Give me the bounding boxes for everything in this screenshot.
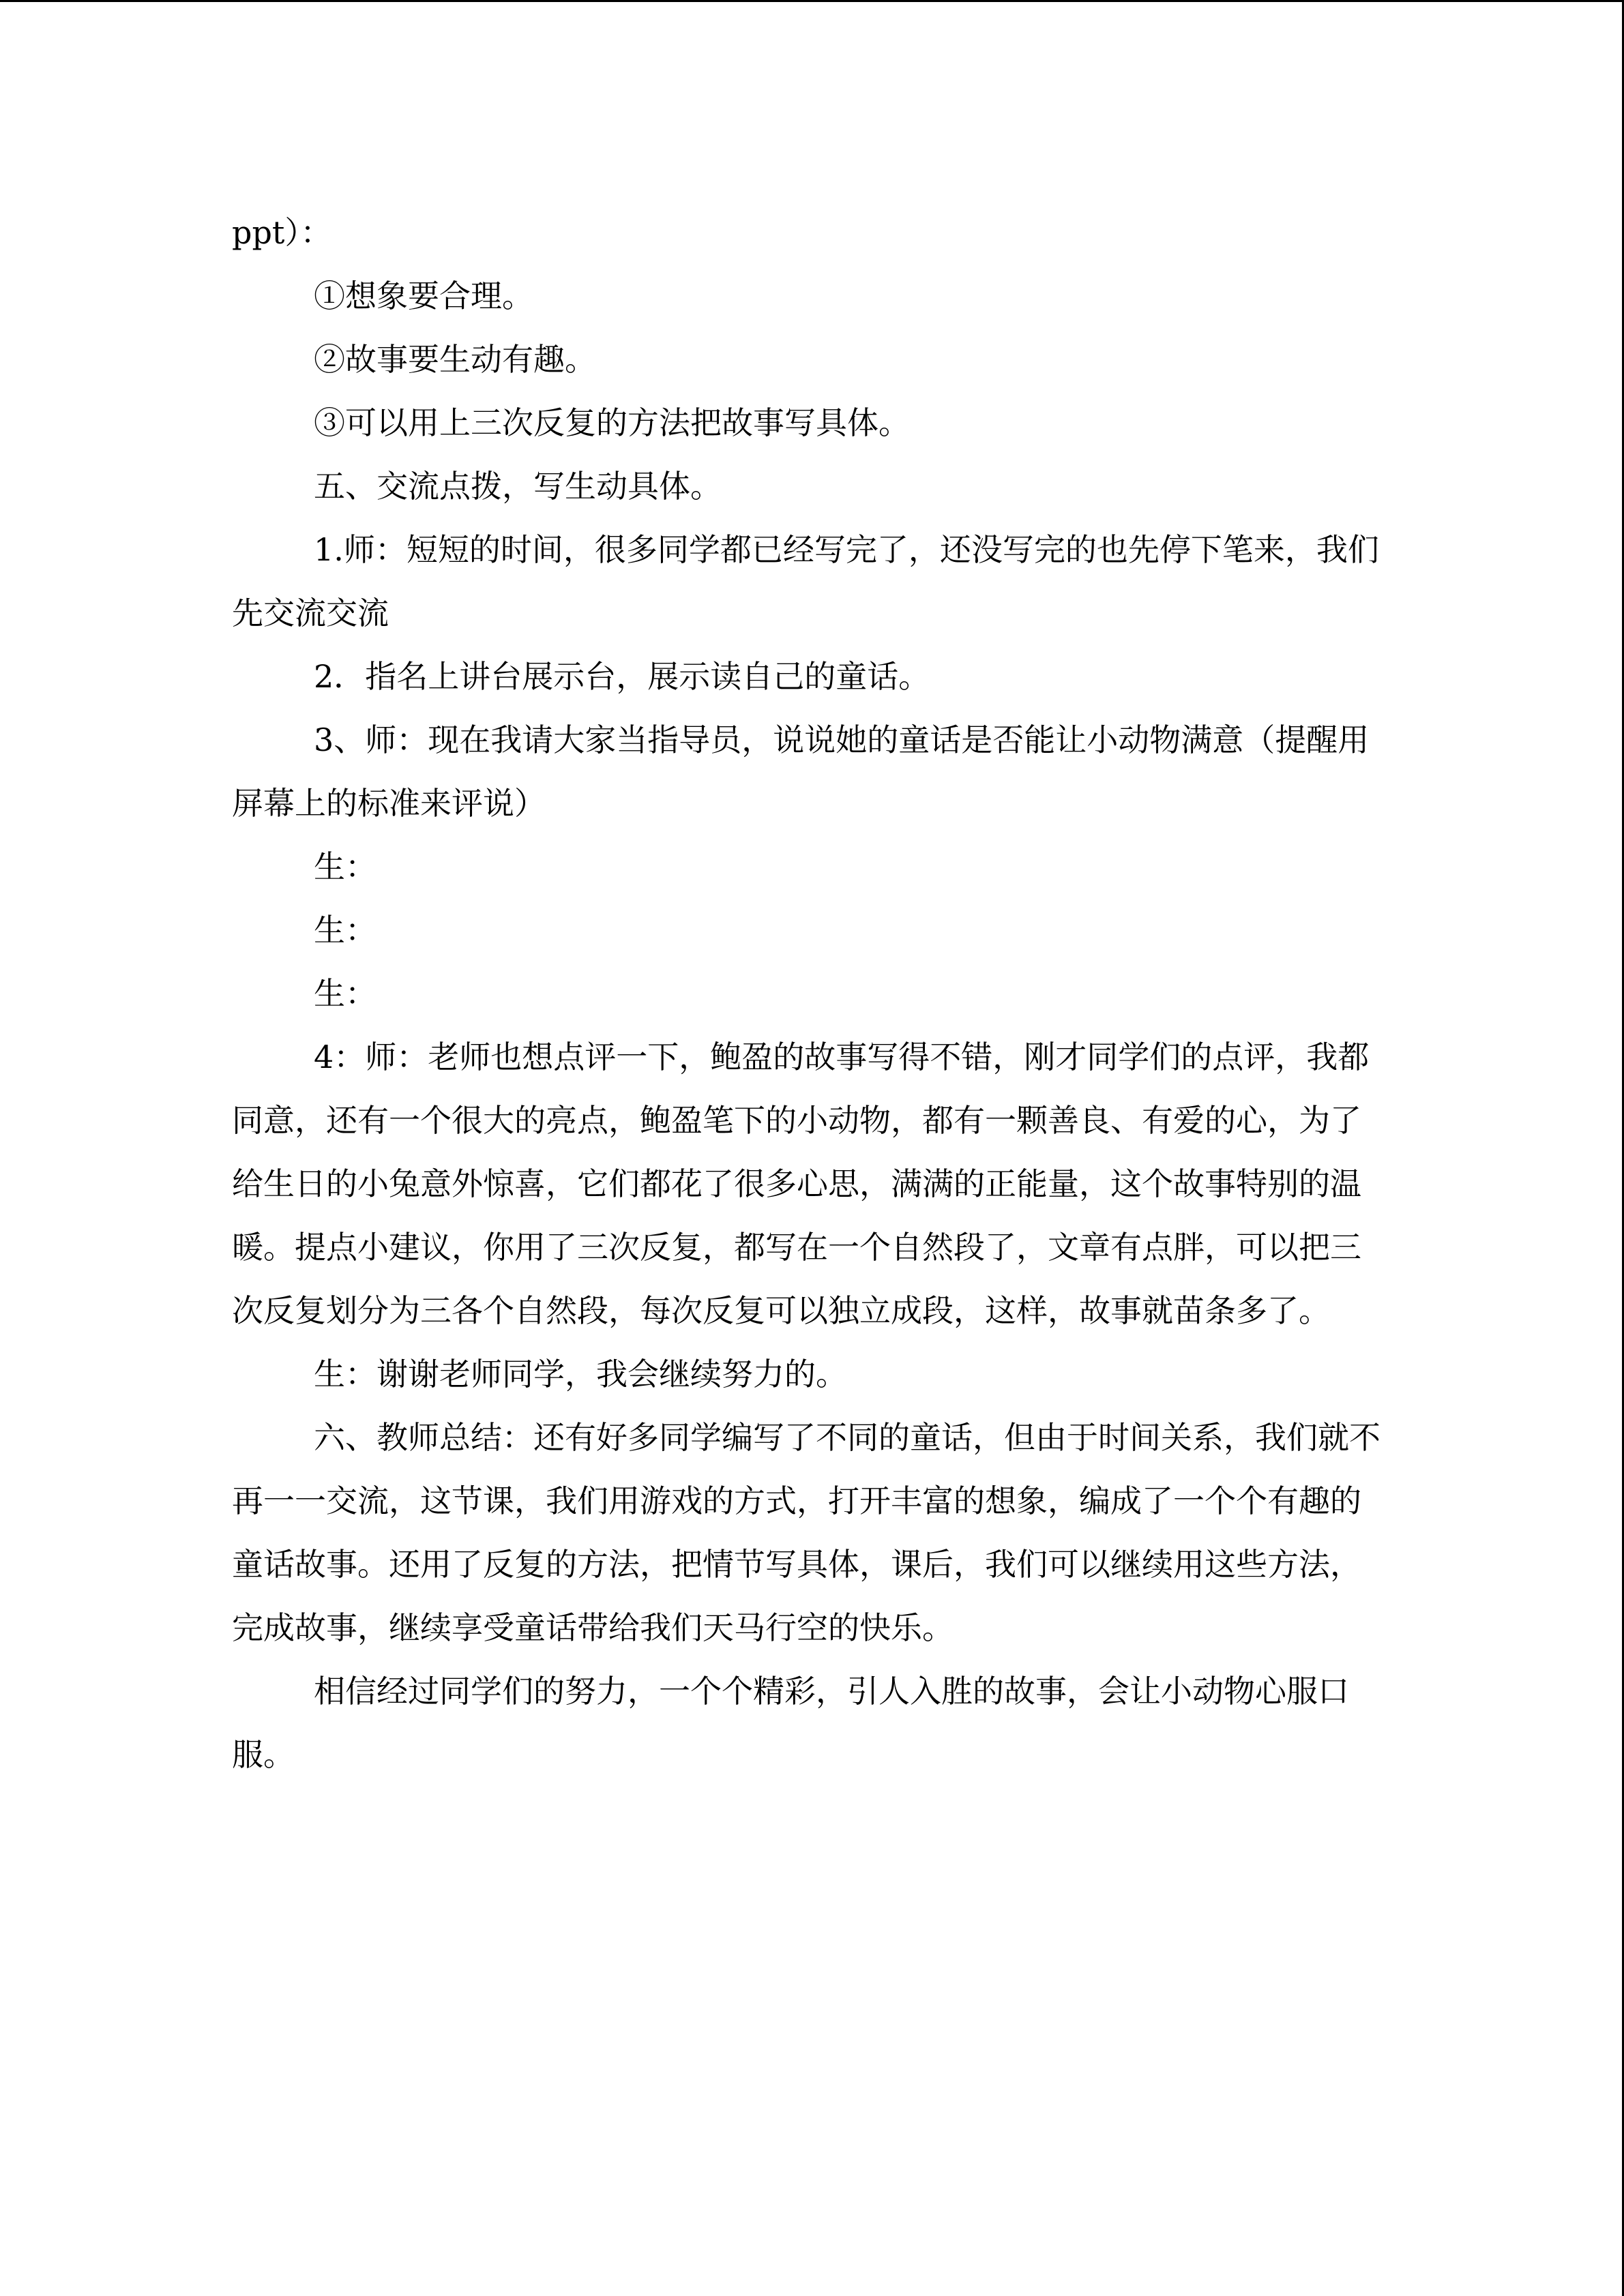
- paragraph-student-reply: 生：谢谢老师同学，我会继续努力的。: [314, 1356, 847, 1392]
- paragraph-ppt-intro: ppt）：: [232, 214, 332, 251]
- paragraph-student-1: 生：: [314, 848, 377, 885]
- paragraph-step-4: 4：师：老师也想点评一下，鲍盈的故事写得不错，刚才同学们的点评，我都同意，还有一个很大的亮点，鲍盈笔下的小动物，都有一颗善良、有爱的心，为了给生日的小兔意外惊喜，它们都花了很多心思，满满的正能量，这个故事特别的温暖。提点小建议，你用了三次反复，都写在一个自然段了，文章有点胖，可以把三次反复划分为三各个自然段，每次反复可以独立成段，这样，故事就苗条多了。: [232, 1039, 1370, 1329]
- section-heading-5: 五、交流点拨，写生动具体。: [314, 468, 722, 505]
- paragraph-student-3: 生：: [314, 975, 377, 1012]
- page-top-border: [0, 0, 1624, 2]
- paragraph-criterion-3: ③可以用上三次反复的方法把故事写具体。: [314, 404, 910, 441]
- paragraph-step-3: 3、师：现在我请大家当指导员，说说她的童话是否能让小动物满意（提醒用屏幕上的标准来评说）: [232, 721, 1370, 822]
- paragraph-closing: 相信经过同学们的努力，一个个精彩，引人入胜的故事，会让小动物心服口服。: [232, 1673, 1349, 1773]
- paragraph-step-2: 2．指名上讲台展示台，展示读自己的童话。: [314, 658, 930, 695]
- paragraph-step-1: 1.师：短短的时间，很多同学都已经写完了，还没写完的也先停下笔来，我们先交流交流: [232, 531, 1379, 631]
- paragraph-criterion-2: ②故事要生动有趣。: [314, 341, 596, 378]
- section-heading-6-summary: 六、教师总结：还有好多同学编写了不同的童话，但由于时间关系，我们就不再一一交流，这节课，我们用游戏的方式，打开丰富的想象，编成了一个个有趣的童话故事。还用了反复的方法，把情节写具体，课后，我们可以继续用这些方法，完成故事，继续享受童话带给我们天马行空的快乐。: [232, 1419, 1381, 1646]
- paragraph-student-2: 生：: [314, 912, 377, 949]
- paragraph-criterion-1: ①想象要合理。: [314, 278, 533, 314]
- document-body: [232, 201, 1385, 1787]
